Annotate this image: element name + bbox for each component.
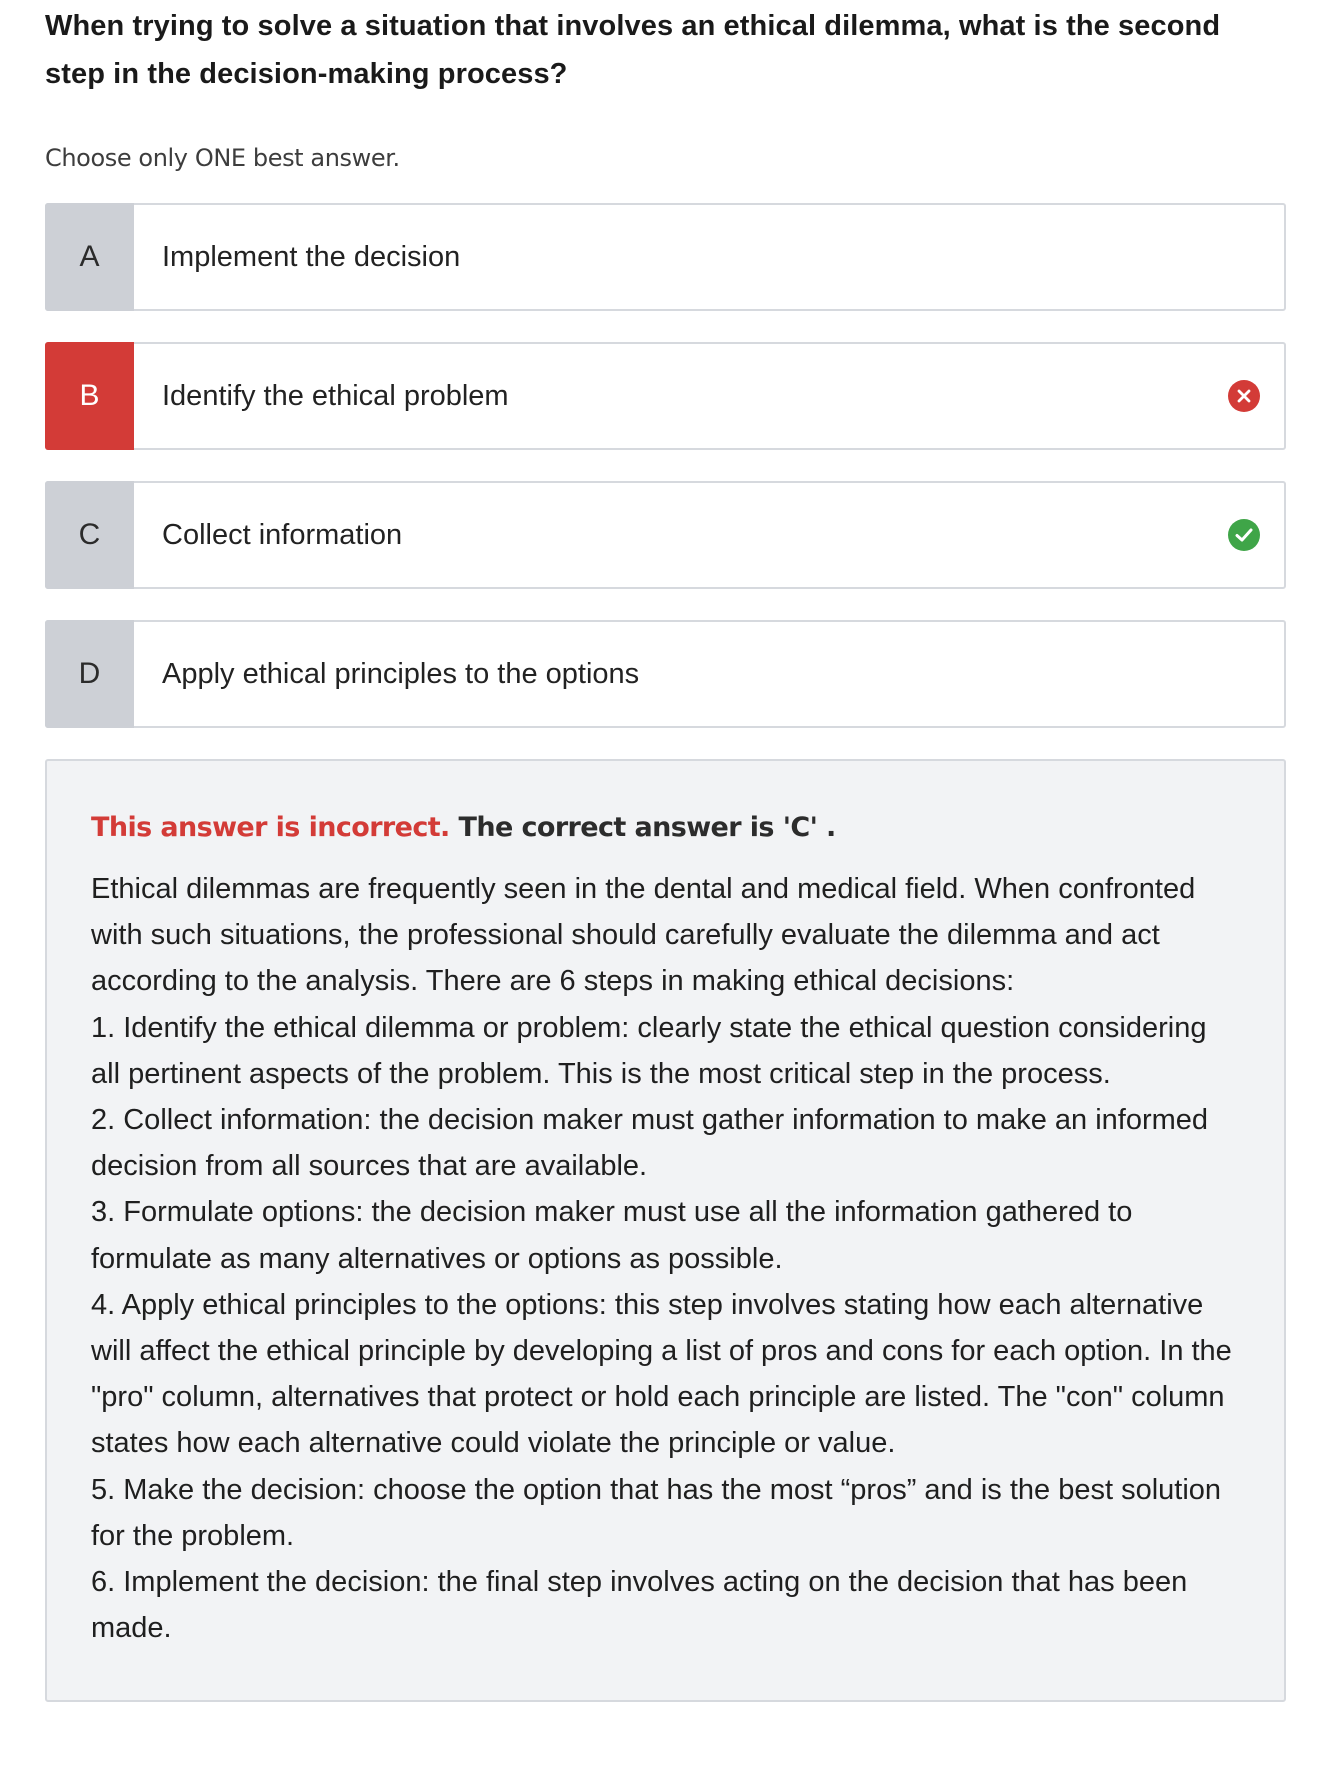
answer-options	[45, 203, 1286, 728]
instruction-text: Choose only ONE best answer.	[45, 144, 400, 172]
explanation-step: 4. Apply ethical principles to the options: this step involves stating how each alternative will affect the ethical principle by developing a list of pros and cons for each option. In the "pro" column, alternatives that protect or hold each principle are listed. The "con" column states how each alternative could violate the principle or value.	[91, 1288, 1232, 1460]
correct-answer-text: The correct answer is 'C' .	[458, 812, 836, 843]
option-text: Apply ethical principles to the options	[162, 657, 640, 690]
option-letter: B	[45, 342, 134, 450]
option-c[interactable]	[45, 481, 1286, 589]
option-text: Identify the ethical problem	[162, 379, 509, 412]
check-circle-icon	[1228, 519, 1260, 551]
explanation-step: 2. Collect information: the decision maker must gather information to make an informed decision from all sources that are available.	[91, 1104, 1209, 1183]
verdict-line	[91, 809, 1240, 847]
option-letter: A	[45, 203, 134, 311]
explanation-step: 3. Formulate options: the decision maker must use all the information gathered to formulate as many alternatives or options as possible.	[91, 1196, 1133, 1275]
option-b[interactable]	[45, 342, 1286, 450]
explanation-step: 1. Identify the ethical dilemma or problem: clearly state the ethical question considering all pertinent aspects of the problem. This is the most critical step in the process.	[91, 1011, 1207, 1090]
explanation-step: 6. Implement the decision: the final step involves acting on the decision that has been made.	[91, 1566, 1188, 1645]
option-text: Implement the decision	[162, 240, 461, 273]
option-a[interactable]	[45, 203, 1286, 311]
x-circle-icon	[1228, 380, 1260, 412]
option-text: Collect information	[162, 518, 403, 551]
explanation-panel	[45, 759, 1286, 1702]
option-letter: D	[45, 620, 134, 728]
option-d[interactable]	[45, 620, 1286, 728]
explanation-step: 5. Make the decision: choose the option that has the most “pros” and is the best solution for the problem.	[91, 1473, 1222, 1552]
explanation-intro: Ethical dilemmas are frequently seen in the dental and medical field. When confronted with such situations, the professional should carefully evaluate the dilemma and act according to the analysis. There are 6 steps in making ethical decisions:	[91, 873, 1196, 998]
explanation-body	[91, 866, 1240, 1651]
incorrect-label: This answer is incorrect.	[91, 812, 450, 843]
question-text: When trying to solve a situation that involves an ethical dilemma, what is the second step in the decision-making process?	[45, 10, 1221, 90]
option-letter: C	[45, 481, 134, 589]
quiz-page	[45, 0, 1286, 1702]
